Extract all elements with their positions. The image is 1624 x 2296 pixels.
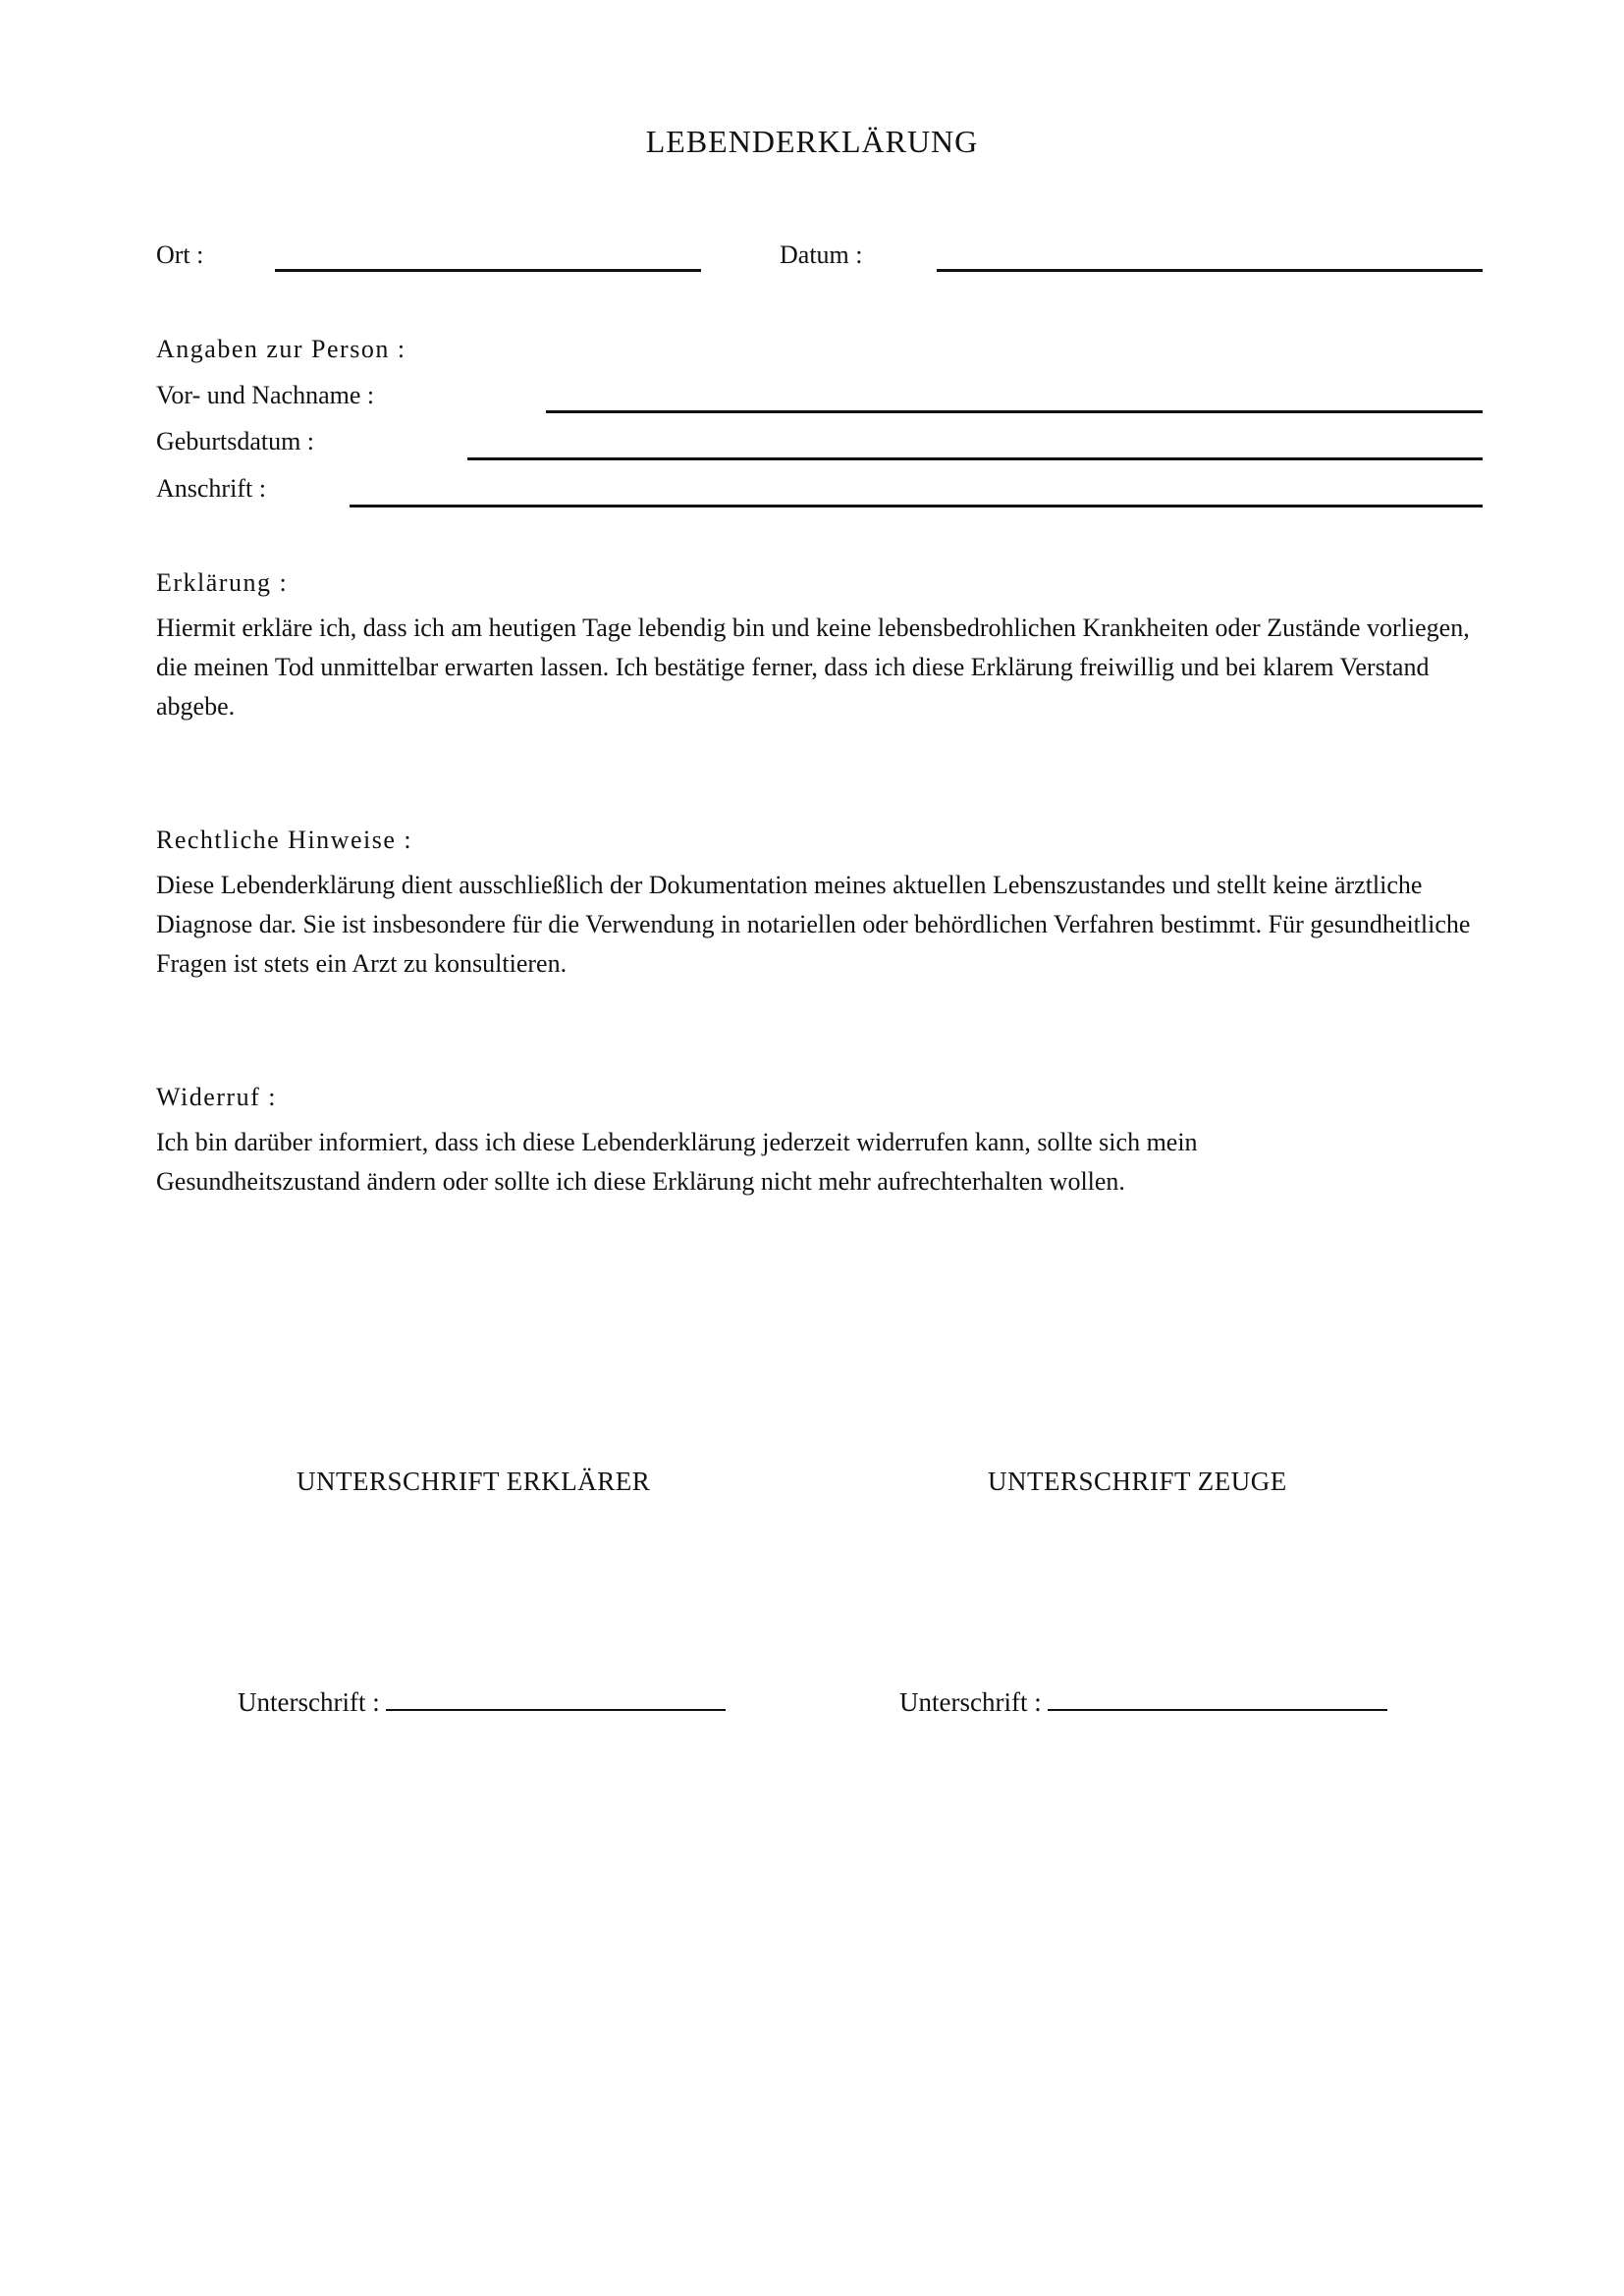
declarant-signature-label: Unterschrift : (238, 1687, 380, 1717)
document-title: LEBENDERKLÄRUNG (645, 124, 979, 159)
declarant-signature-row (238, 1685, 726, 1718)
address-label: Anschrift : (156, 474, 266, 503)
revocation-text: Ich bin darüber informiert, dass ich diese Lebenderklärung jederzeit widerrufen kann, sollte sich mein Gesundheitszustand ändern oder sollte ich diese Erklärung nicht mehr aufrechterhalten wollen. (156, 1128, 1198, 1196)
revocation-heading: Widerruf : (156, 1083, 277, 1111)
ort-label: Ort : (156, 240, 204, 269)
witness-signature-title: UNTERSCHRIFT ZEUGE (988, 1467, 1287, 1496)
datum-label: Datum : (780, 240, 863, 269)
address-field[interactable] (350, 505, 1483, 507)
declaration-heading: Erklärung : (156, 568, 289, 597)
declarant-signature-field[interactable] (386, 1685, 726, 1711)
declarant-signature-title: UNTERSCHRIFT ERKLÄRER (297, 1467, 651, 1496)
datum-field[interactable] (937, 269, 1483, 272)
name-label: Vor- und Nachname : (156, 381, 375, 409)
legal-heading: Rechtliche Hinweise : (156, 826, 413, 854)
declaration-text: Hiermit erkläre ich, dass ich am heutigen Tage lebendig bin und keine lebensbedrohlichen Krankheiten oder Zustände vorliegen, die meinen Tod unmittelbar erwarten lassen. Ich bestätige ferner, dass ich diese Erklärung freiwillig und bei klarem Verstand abgebe. (156, 614, 1470, 721)
witness-signature-field[interactable] (1048, 1685, 1387, 1711)
witness-signature-row (899, 1685, 1387, 1718)
legal-text: Diese Lebenderklärung dient ausschließlich der Dokumentation meines aktuellen Lebenszustandes und stellt keine ärztliche Diagnose dar. Sie ist insbesondere für die Verwendung in notariellen oder behördlichen Verfahren bestimmt. Für gesundheitliche Fragen ist stets ein Arzt zu konsultieren. (156, 871, 1471, 978)
ort-field[interactable] (275, 269, 701, 272)
birth-label: Geburtsdatum : (156, 427, 315, 455)
person-heading: Angaben zur Person : (156, 335, 406, 363)
witness-signature-label: Unterschrift : (899, 1687, 1042, 1717)
birth-field[interactable] (467, 457, 1483, 460)
name-field[interactable] (546, 410, 1483, 413)
